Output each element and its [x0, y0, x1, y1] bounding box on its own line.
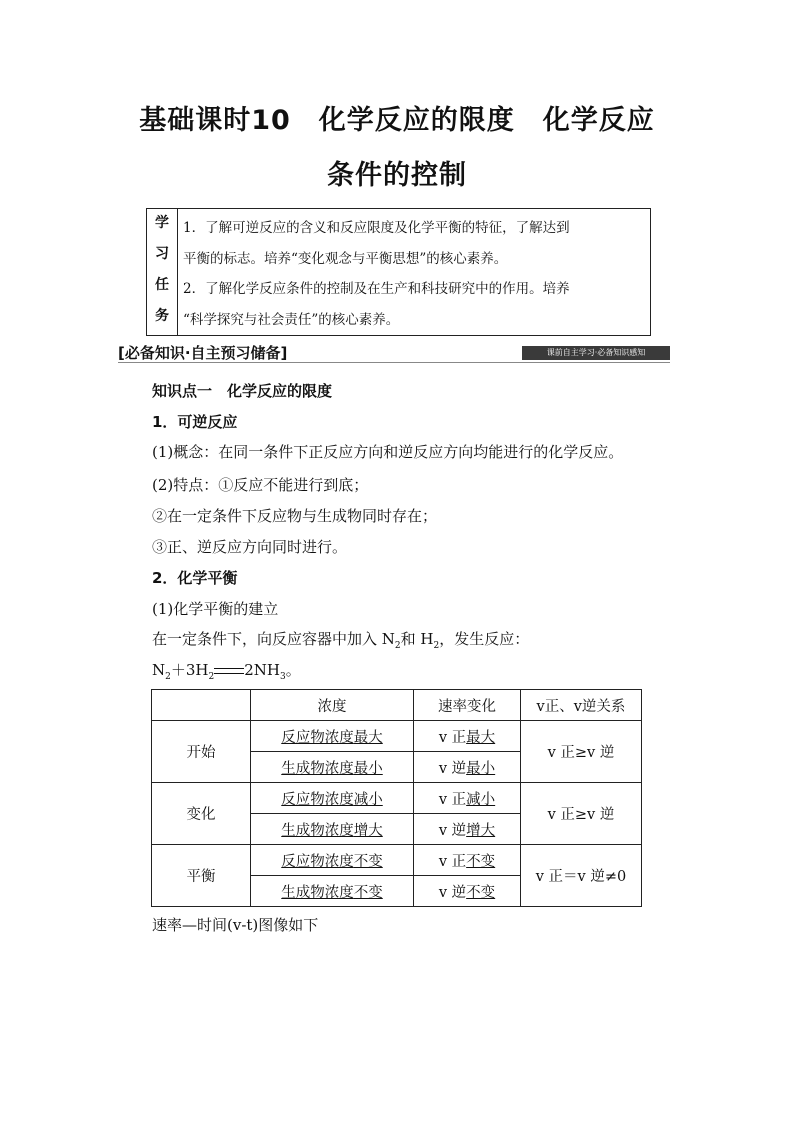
- cell-text: v 正: [438, 729, 467, 746]
- concentration-cell: [251, 814, 414, 845]
- concentration-cell: [251, 752, 414, 783]
- cell-text: 反应物浓度: [281, 729, 354, 746]
- header-cell: 浓度: [251, 690, 414, 721]
- rate-cell: [414, 814, 521, 845]
- cell-text: 反应物浓度: [281, 853, 354, 870]
- relation-cell: v 正≥v 逆: [521, 783, 642, 845]
- task-line: “科学探究与社会责任”的核心素养。: [183, 311, 400, 328]
- cell-text: v 正: [438, 791, 467, 808]
- cell-text: 不变: [353, 884, 383, 901]
- table-row: [152, 721, 642, 752]
- paragraph: ③正、逆反应方向同时进行。: [152, 538, 348, 556]
- relation-cell: v 正≥v 逆: [521, 721, 642, 783]
- relation-cell: v 正＝v 逆≠0: [521, 845, 642, 907]
- cell-text: v 正: [438, 853, 467, 870]
- task-side-label: [147, 209, 178, 335]
- table-header-row: [152, 690, 642, 721]
- task-line: 1．了解可逆反应的含义和反应限度及化学平衡的特征，了解达到: [183, 220, 570, 236]
- subscript: 2: [208, 672, 215, 682]
- cell-text: 减小: [466, 791, 496, 808]
- subscript: 2: [165, 672, 171, 682]
- cell-text: v 逆: [438, 822, 467, 839]
- rate-cell: [414, 845, 521, 876]
- banner-right: 课前自主学习·必备知识感知: [522, 346, 670, 360]
- concentration-cell: [251, 876, 414, 907]
- task-line: 平衡的标志。培养“变化观念与平衡思想”的核心素养。: [183, 250, 508, 267]
- rate-cell: [414, 721, 521, 752]
- task-line: 2．了解化学反应条件的控制及在生产和科技研究中的作用。培养: [183, 281, 570, 297]
- text-run: 在一定条件下，向反应容器中加入 N: [152, 630, 395, 648]
- table-row: [152, 845, 642, 876]
- cell-text: 不变: [353, 853, 383, 870]
- cell-text: 不变: [466, 853, 496, 870]
- table-row: [152, 783, 642, 814]
- cell-text: 最大: [353, 729, 383, 746]
- text-run: 2NH: [244, 661, 280, 679]
- section-banner: [118, 340, 670, 364]
- cell-text: 增大: [353, 822, 383, 839]
- header-cell: v正、v逆关系: [521, 690, 642, 721]
- learning-task-box: [146, 208, 651, 336]
- reversible-arrow-icon: [214, 665, 244, 677]
- page-title-line2: 条件的控制: [327, 160, 467, 191]
- cell-text: 最小: [466, 760, 496, 777]
- concentration-cell: [251, 783, 414, 814]
- side-char: 习: [155, 246, 169, 262]
- rate-cell: [414, 752, 521, 783]
- side-char: 学: [155, 215, 169, 231]
- text-run: 和 H: [400, 630, 434, 648]
- cell-text: 反应物浓度: [281, 791, 354, 808]
- rate-cell: [414, 783, 521, 814]
- paragraph: (1)概念：在同一条件下正反应方向和逆反应方向均能进行的化学反应。: [152, 443, 624, 461]
- task-body: [183, 213, 645, 335]
- concentration-cell: [251, 845, 414, 876]
- banner-rule: [118, 362, 670, 363]
- paragraph: ②在一定条件下反应物与生成物同时存在；: [152, 507, 438, 525]
- side-char: 任: [155, 277, 169, 293]
- stage-cell: 变化: [152, 783, 251, 845]
- cell-text: 生成物浓度: [281, 760, 354, 777]
- cell-text: 不变: [466, 884, 496, 901]
- text-run: 。: [285, 661, 301, 679]
- paragraph: (2)特点：①反应不能进行到底；: [152, 476, 369, 494]
- cell-text: 最大: [466, 729, 496, 746]
- concentration-cell: [251, 721, 414, 752]
- stage-cell: 开始: [152, 721, 251, 783]
- text-run: ，发生反应：: [439, 630, 530, 648]
- header-cell: 速率变化: [414, 690, 521, 721]
- paragraph: (1)化学平衡的建立: [152, 600, 279, 618]
- stage-cell: 平衡: [152, 845, 251, 907]
- subscript: 2: [433, 641, 440, 651]
- paragraph: 速率—时间(v-t)图像如下: [152, 916, 319, 934]
- subsection-heading: 1．可逆反应: [152, 413, 238, 431]
- knowledge-point-heading: 知识点一 化学反应的限度: [152, 382, 333, 400]
- cell-text: 减小: [353, 791, 383, 808]
- banner-left: [必备知识·自主预习储备]: [118, 344, 288, 362]
- side-char: 务: [155, 308, 169, 324]
- page-title-line1: 基础课时10 化学反应的限度 化学反应: [139, 105, 655, 136]
- cell-text: v 逆: [438, 884, 467, 901]
- subsection-heading: 2．化学平衡: [152, 569, 238, 587]
- reaction-equation: [152, 659, 301, 682]
- text-run: ＋3H: [170, 661, 209, 679]
- cell-text: 增大: [466, 822, 496, 839]
- text-run: N: [152, 661, 166, 679]
- cell-text: 生成物浓度: [281, 884, 354, 901]
- cell-text: v 逆: [438, 760, 467, 777]
- paragraph: [152, 628, 529, 651]
- equilibrium-table: [151, 689, 642, 907]
- subscript: 3: [279, 672, 286, 682]
- subscript: 2: [394, 641, 401, 651]
- cell-text: 最小: [353, 760, 383, 777]
- header-cell: [152, 690, 251, 721]
- cell-text: 生成物浓度: [281, 822, 354, 839]
- rate-cell: [414, 876, 521, 907]
